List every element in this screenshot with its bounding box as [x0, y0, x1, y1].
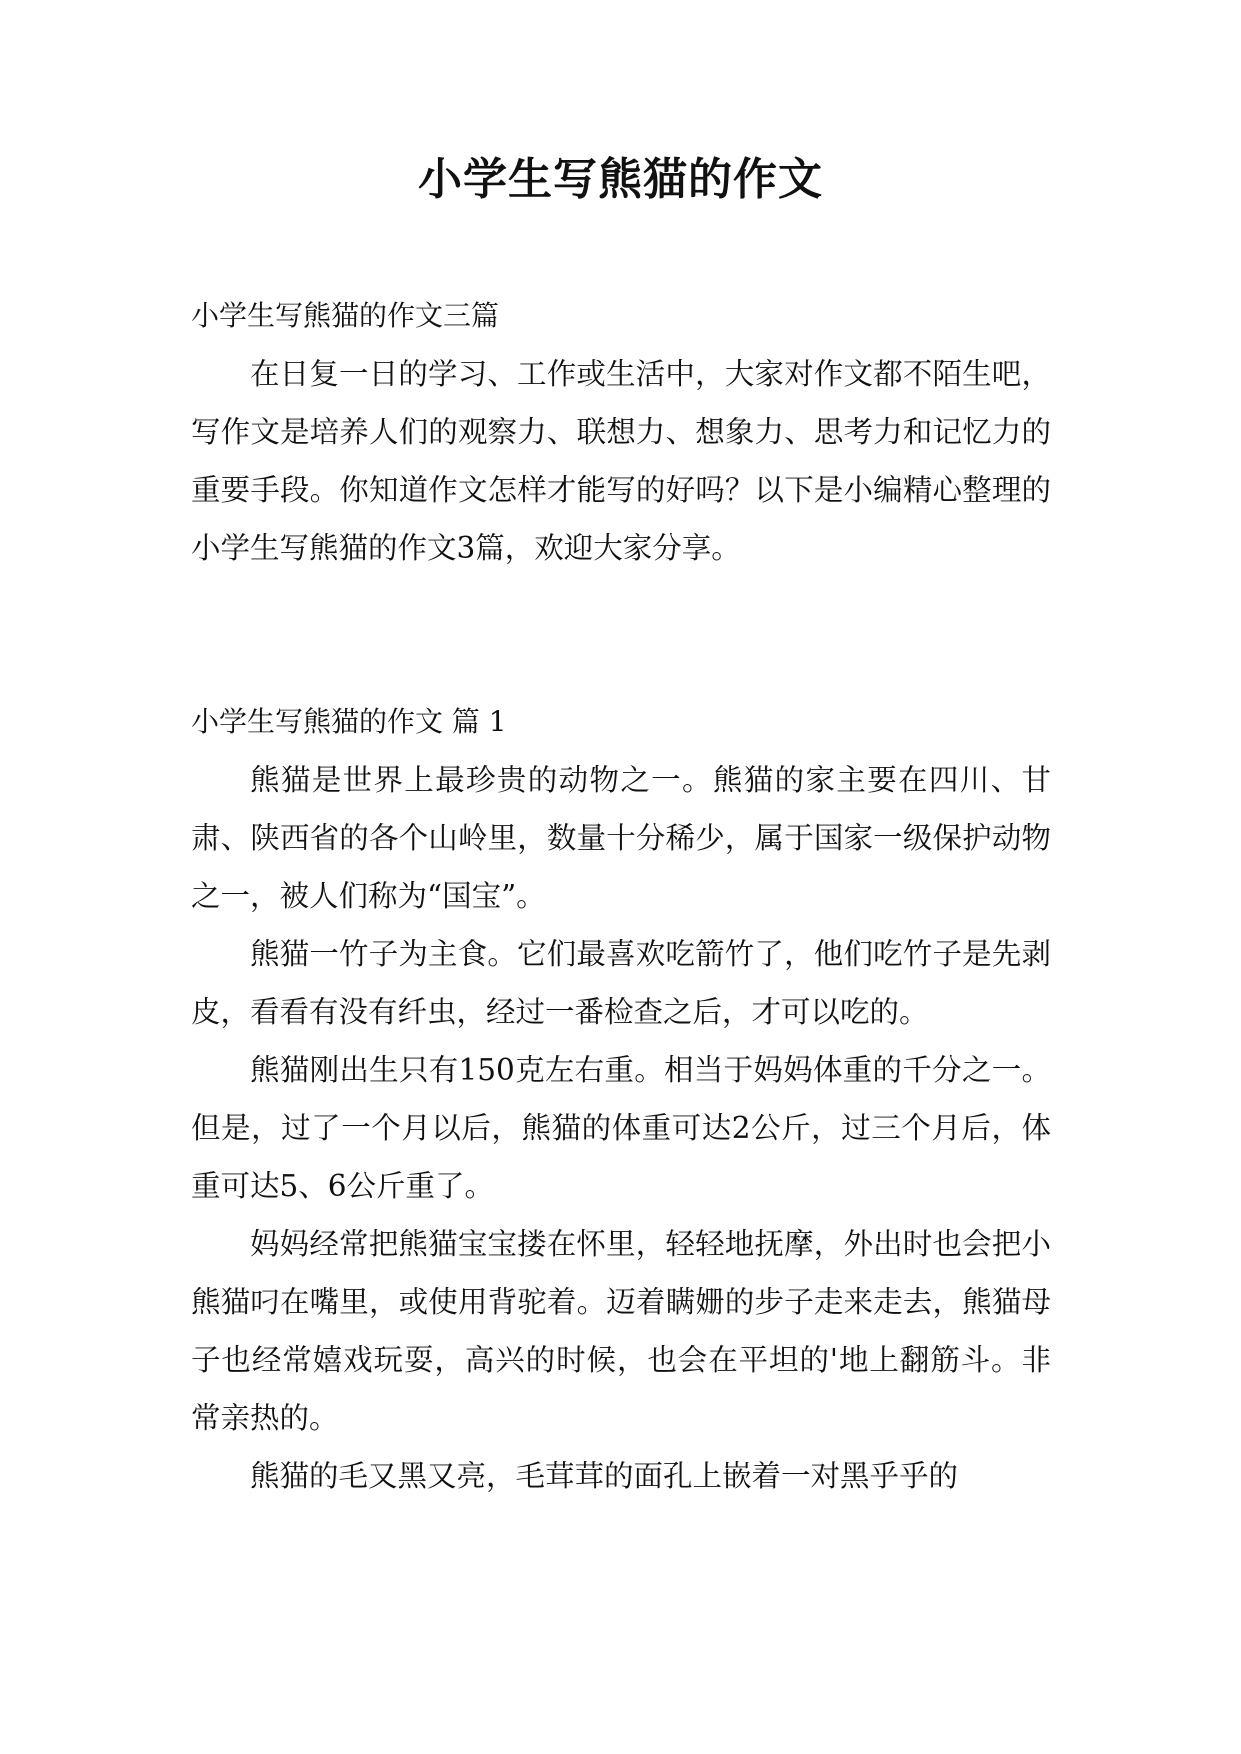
section-1-heading: 小学生写熊猫的作文 篇 1: [191, 705, 507, 738]
intro-paragraph: 在日复一日的学习、工作或生活中，大家对作文都不陌生吧，写作文是培养人们的观察力、联想力、想象力、思考力和记忆力的重要手段。你知道作文怎样才能写的好吗？以下是小编精心整理的小学生写熊猫的作文3篇，欢迎大家分享。: [191, 357, 1051, 565]
section-1-body: [191, 751, 1051, 1505]
section-1-paragraph: 熊猫一竹子为主食。它们最喜欢吃箭竹了，他们吃竹子是先剥皮，看看有没有纤虫，经过一番检查之后，才可以吃的。: [191, 937, 1051, 1029]
intro-section: [191, 345, 1051, 577]
document-title: 小学生写熊猫的作文: [418, 154, 823, 205]
section-1-paragraph: 熊猫刚出生只有150克左右重。相当于妈妈体重的千分之一。但是，过了一个月以后，熊猫的体重可达2公斤，过三个月后，体重可达5、6公斤重了。: [191, 1053, 1051, 1203]
section-1-paragraph: 妈妈经常把熊猫宝宝搂在怀里，轻轻地抚摩，外出时也会把小熊猫叼在嘴里，或使用背驼着。迈着瞒姗的步子走来走去，熊猫母子也经常嬉戏玩耍，高兴的时候，也会在平坦的'地上翻筋斗。非常亲热的。: [191, 1227, 1051, 1435]
section-1-paragraph: 熊猫的毛又黑又亮，毛茸茸的面孔上嵌着一对黑乎乎的: [250, 1459, 959, 1493]
section-1-paragraph: 熊猫是世界上最珍贵的动物之一。熊猫的家主要在四川、甘肃、陕西省的各个山岭里，数量十分稀少，属于国家一级保护动物之一，被人们称为“国宝”。: [191, 763, 1051, 913]
intro-heading: 小学生写熊猫的作文三篇: [191, 299, 500, 332]
